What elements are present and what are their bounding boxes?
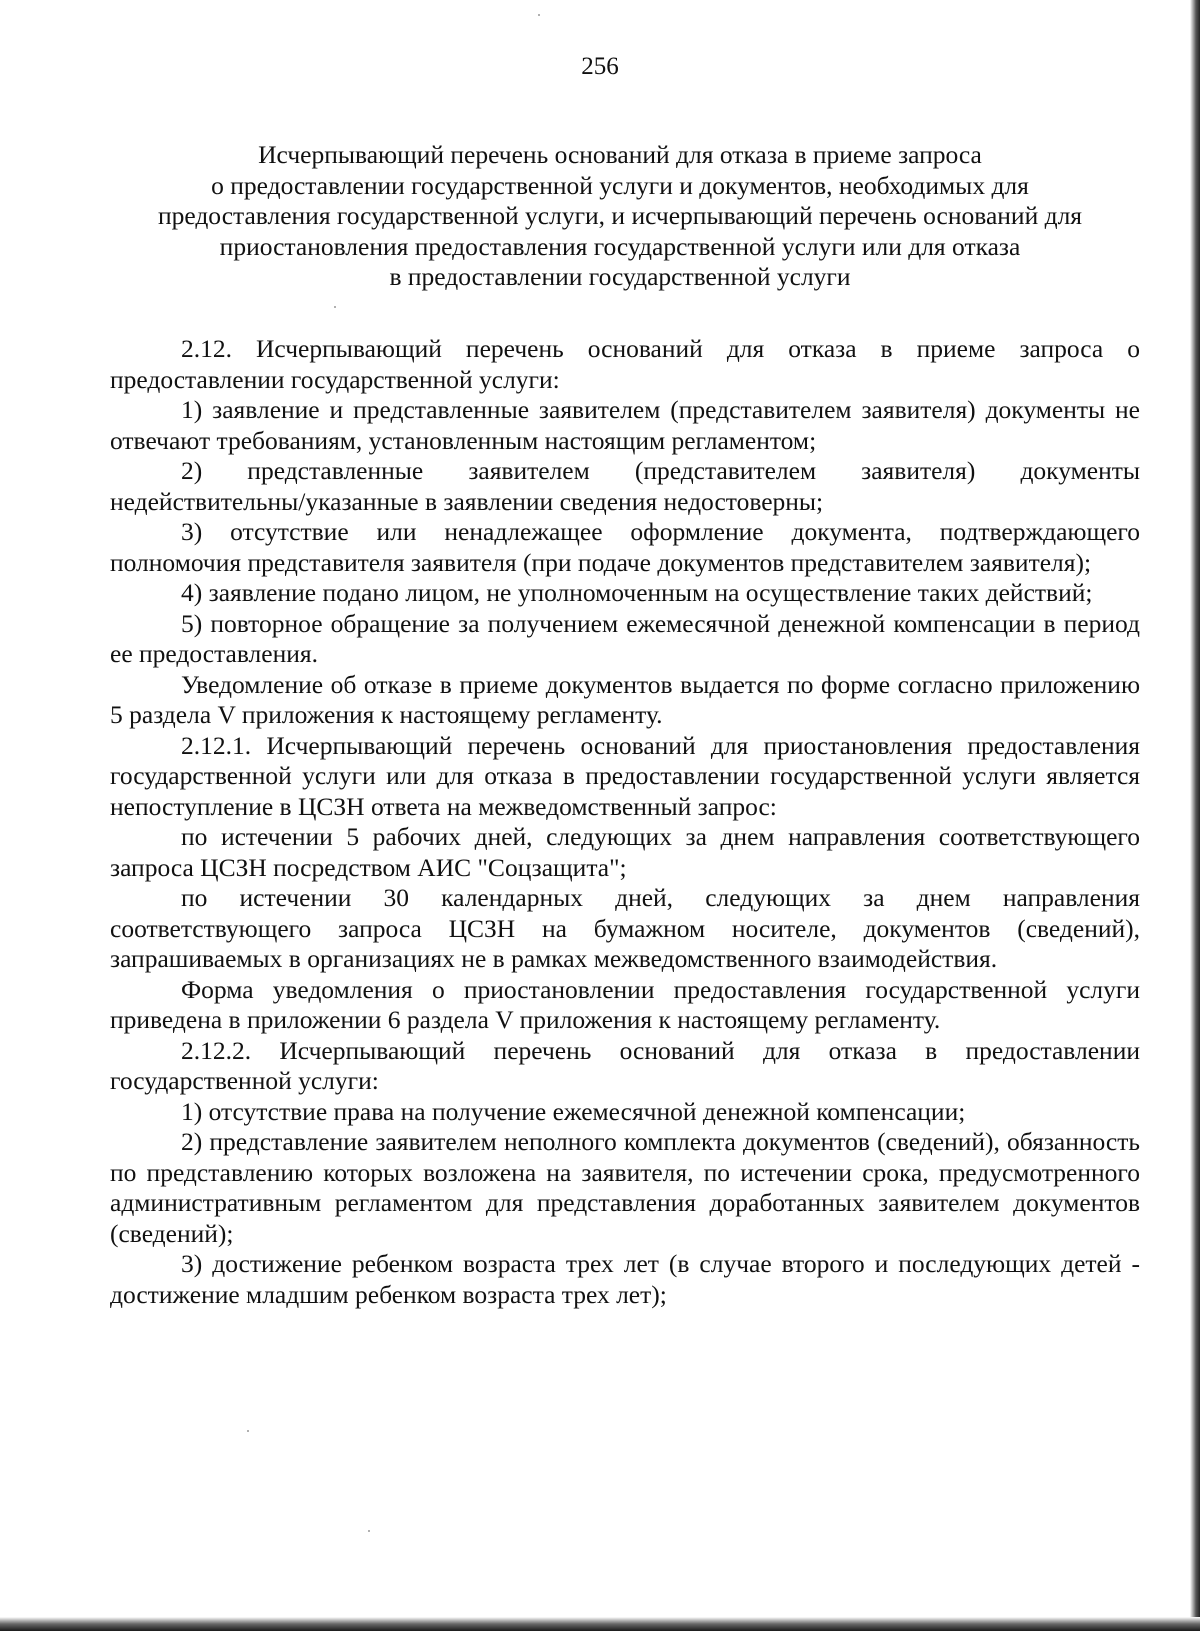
body-text [110,334,1140,1310]
paragraph-2-12: 2.12. Исчерпывающий перечень оснований для отказа в приеме запроса о предоставлении государственной услуги: [110,334,1140,394]
list-item: 1) отсутствие права на получение ежемесячной денежной компенсации; [181,1096,966,1126]
paragraph-2-12-2: 2.12.2. Исчерпывающий перечень оснований для отказа в предоставлении государственной услуги: [110,1035,1140,1095]
heading-line: приостановления предоставления государственной услуги или для отказа [219,231,1021,261]
scan-speck [538,14,540,16]
list-item: 4) заявление подано лицом, не уполномоченным на осуществление таких действий; [181,578,1093,607]
scan-speck [334,306,336,308]
list-item: 5) повторное обращение за получением ежемесячной денежной компенсации в период ее предоставления. [110,608,1140,668]
scan-edge-bottom [0,1617,1200,1631]
list-item: 3) отсутствие или ненадлежащее оформление документа, подтверждающего полномочия представителя заявителя (при подаче документов представителем заявителя); [110,517,1140,577]
section-heading [100,140,1140,293]
list-item: 2) представленные заявителем (представителем заявителя) документы недействительны/указанные в заявлении сведения недостоверны; [110,456,1140,516]
scan-speck [368,1530,370,1532]
heading-line: в предоставлении государственной услуги [389,262,851,291]
list-item: 3) достижение ребенком возраста трех лет (в случае второго и последующих детей - достижение младшим ребенком возраста трех лет); [110,1249,1140,1309]
list-item: 2) представление заявителем неполного комплекта документов (сведений), обязанность по представлению которых возложена на заявителя, по истечении срока, предусмотренного административным регламентом для представления доработанных заявителем документов (сведений); [110,1127,1140,1248]
scan-edge-right [1190,0,1200,1631]
heading-line: о предоставлении государственной услуги и документов, необходимых для [211,170,1029,200]
heading-line: предоставления государственной услуги, и исчерпывающий перечень оснований для [157,201,1083,230]
scan-speck [247,1430,249,1432]
list-item: по истечении 5 рабочих дней, следующих за днем направления соответствующего запроса ЦСЗН посредством АИС "Соцзащита"; [110,822,1140,882]
list-item: по истечении 30 календарных дней, следующих за днем направления соответствующего запроса ЦСЗН на бумажном носителе, документов (сведений), запрашиваемых в организациях не в рамках межведомственного взаимодействия. [110,883,1140,973]
heading-line: Исчерпывающий перечень оснований для отказа в приеме запроса [258,140,982,169]
paragraph: Форма уведомления о приостановлении предоставления государственной услуги приведена в приложении 6 раздела V приложения к настоящему регламенту. [110,974,1140,1034]
page-number: 256 [581,53,619,80]
list-item: 1) заявление и представленные заявителем (представителем заявителя) документы не отвечают требованиям, установленным настоящим регламентом; [110,395,1140,455]
paragraph-2-12-1: 2.12.1. Исчерпывающий перечень оснований для приостановления предоставления государственной услуги или для отказа в предоставлении государственной услуги является непоступление в ЦСЗН ответа на межведомственный запрос: [110,730,1140,821]
paragraph: Уведомление об отказе в приеме документов выдается по форме согласно приложению 5 раздела V приложения к настоящему регламенту. [110,669,1140,729]
